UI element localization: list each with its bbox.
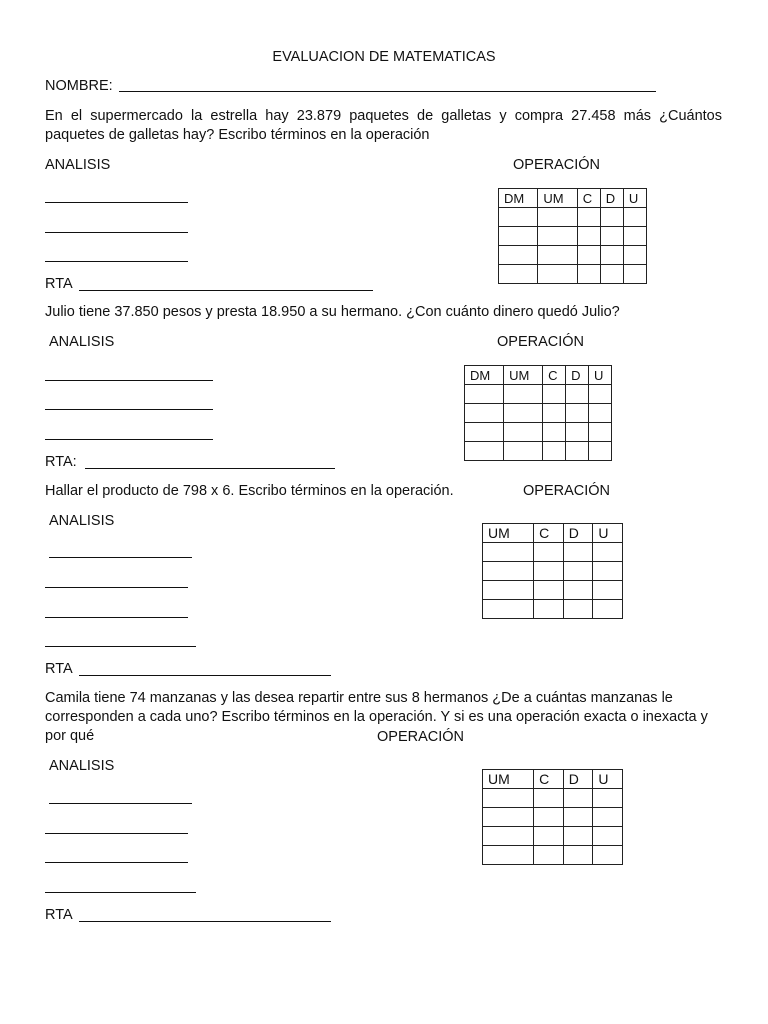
operation-grid-1 bbox=[498, 188, 647, 284]
grid-header-cell: C bbox=[577, 189, 600, 208]
grid-header-cell: D bbox=[563, 770, 593, 789]
grid-cell[interactable] bbox=[589, 385, 612, 404]
analisis-line[interactable] bbox=[45, 409, 213, 410]
grid-cell[interactable] bbox=[538, 265, 577, 284]
grid-cell[interactable] bbox=[593, 789, 623, 808]
grid-cell[interactable] bbox=[504, 404, 543, 423]
operation-grid-4 bbox=[482, 769, 623, 865]
grid-header-cell: D bbox=[600, 189, 623, 208]
grid-cell[interactable] bbox=[534, 789, 564, 808]
grid-header-row bbox=[499, 189, 647, 208]
grid-cell[interactable] bbox=[483, 846, 534, 865]
grid-header-cell: U bbox=[593, 524, 623, 543]
grid-header-row bbox=[465, 366, 612, 385]
rta-line-4[interactable] bbox=[79, 921, 331, 922]
analisis-line[interactable] bbox=[45, 617, 188, 618]
grid-cell[interactable] bbox=[465, 423, 504, 442]
grid-cell[interactable] bbox=[504, 442, 543, 461]
rta-line-3[interactable] bbox=[79, 675, 331, 676]
grid-cell[interactable] bbox=[593, 827, 623, 846]
grid-header-cell: D bbox=[566, 366, 589, 385]
grid-cell[interactable] bbox=[593, 581, 623, 600]
grid-header-cell: DM bbox=[465, 366, 504, 385]
grid-cell[interactable] bbox=[563, 543, 593, 562]
grid-cell[interactable] bbox=[563, 827, 593, 846]
grid-row bbox=[499, 227, 647, 246]
grid-header-cell: UM bbox=[483, 524, 534, 543]
analisis-line[interactable] bbox=[45, 202, 188, 203]
grid-cell[interactable] bbox=[577, 265, 600, 284]
grid-cell[interactable] bbox=[566, 385, 589, 404]
grid-cell[interactable] bbox=[543, 442, 566, 461]
grid-cell[interactable] bbox=[600, 265, 623, 284]
grid-cell[interactable] bbox=[577, 208, 600, 227]
grid-header-cell: UM bbox=[483, 770, 534, 789]
grid-cell[interactable] bbox=[566, 404, 589, 423]
grid-header-cell: U bbox=[593, 770, 623, 789]
grid-cell[interactable] bbox=[543, 404, 566, 423]
grid-cell[interactable] bbox=[483, 808, 534, 827]
grid-cell[interactable] bbox=[566, 442, 589, 461]
problem-4-text: Camila tiene 74 manzanas y las desea repartir entre sus 8 hermanos ¿De a cuántas manzanas le corresponden a cada uno? Escribo términos en la operación. Y si es una operación exacta o inexacta y por qué bbox=[45, 690, 708, 744]
grid-row bbox=[465, 404, 612, 423]
problem-1-text: En el supermercado la estrella hay 23.879 paquetes de galletas y compra 27.458 más ¿Cuántos paquetes de galletas hay? Escribo términos en la operación bbox=[45, 108, 722, 143]
page-title: EVALUACION DE MATEMATICAS bbox=[272, 49, 496, 65]
analisis-line[interactable] bbox=[45, 587, 188, 588]
grid-cell[interactable] bbox=[483, 600, 534, 619]
grid-cell[interactable] bbox=[566, 423, 589, 442]
grid-cell[interactable] bbox=[465, 385, 504, 404]
analisis-label-1: ANALISIS bbox=[45, 157, 111, 173]
analisis-label-2: ANALISIS bbox=[49, 334, 115, 350]
grid-cell[interactable] bbox=[538, 227, 577, 246]
rta-label-1: RTA bbox=[45, 276, 73, 292]
operacion-label-3: OPERACIÓN bbox=[523, 483, 611, 499]
grid-header-cell: C bbox=[534, 770, 564, 789]
nombre-field[interactable] bbox=[119, 91, 656, 92]
rta-line-2[interactable] bbox=[85, 468, 335, 469]
grid-cell[interactable] bbox=[499, 265, 538, 284]
grid-cell[interactable] bbox=[593, 808, 623, 827]
grid-header-cell: UM bbox=[504, 366, 543, 385]
grid-cell[interactable] bbox=[534, 581, 564, 600]
rta-label-2: RTA: bbox=[45, 454, 77, 470]
grid-header-cell: U bbox=[589, 366, 612, 385]
grid-cell[interactable] bbox=[593, 543, 623, 562]
grid-cell[interactable] bbox=[538, 208, 577, 227]
grid-cell[interactable] bbox=[483, 543, 534, 562]
analisis-line[interactable] bbox=[49, 803, 192, 804]
grid-cell[interactable] bbox=[534, 827, 564, 846]
grid-cell[interactable] bbox=[563, 808, 593, 827]
grid-cell[interactable] bbox=[534, 600, 564, 619]
grid-cell[interactable] bbox=[563, 581, 593, 600]
problem-2-text: Julio tiene 37.850 pesos y presta 18.950 a su hermano. ¿Con cuánto dinero quedó Julio? bbox=[45, 304, 620, 320]
grid-row bbox=[483, 789, 623, 808]
rta-label-4: RTA bbox=[45, 907, 73, 923]
nombre-label: NOMBRE: bbox=[45, 78, 113, 94]
grid-cell[interactable] bbox=[483, 562, 534, 581]
grid-cell[interactable] bbox=[593, 562, 623, 581]
operacion-label-2: OPERACIÓN bbox=[497, 334, 585, 350]
grid-row bbox=[499, 208, 647, 227]
grid-cell[interactable] bbox=[577, 227, 600, 246]
grid-cell[interactable] bbox=[534, 846, 564, 865]
grid-cell[interactable] bbox=[623, 208, 646, 227]
grid-cell[interactable] bbox=[465, 404, 504, 423]
grid-cell[interactable] bbox=[534, 808, 564, 827]
grid-row bbox=[483, 543, 623, 562]
grid-cell[interactable] bbox=[563, 600, 593, 619]
grid-cell[interactable] bbox=[483, 827, 534, 846]
grid-cell[interactable] bbox=[499, 246, 538, 265]
grid-cell[interactable] bbox=[483, 581, 534, 600]
analisis-line[interactable] bbox=[45, 892, 196, 893]
analisis-line[interactable] bbox=[45, 261, 188, 262]
grid-cell[interactable] bbox=[623, 246, 646, 265]
grid-cell[interactable] bbox=[577, 246, 600, 265]
operacion-label-4: OPERACIÓN bbox=[377, 729, 465, 745]
grid-cell[interactable] bbox=[504, 423, 543, 442]
grid-cell[interactable] bbox=[543, 385, 566, 404]
grid-row bbox=[465, 385, 612, 404]
grid-header-cell: C bbox=[534, 524, 564, 543]
grid-row bbox=[483, 808, 623, 827]
analisis-line[interactable] bbox=[49, 557, 192, 558]
grid-cell[interactable] bbox=[483, 789, 534, 808]
analisis-line[interactable] bbox=[45, 862, 188, 863]
grid-cell[interactable] bbox=[600, 227, 623, 246]
rta-line-1[interactable] bbox=[79, 290, 373, 291]
grid-row bbox=[483, 562, 623, 581]
grid-header-cell: D bbox=[563, 524, 593, 543]
grid-row bbox=[499, 246, 647, 265]
analisis-label-4: ANALISIS bbox=[49, 758, 115, 774]
grid-row bbox=[499, 265, 647, 284]
analisis-line[interactable] bbox=[45, 833, 188, 834]
grid-row bbox=[483, 581, 623, 600]
grid-cell[interactable] bbox=[593, 846, 623, 865]
grid-row bbox=[465, 423, 612, 442]
grid-cell[interactable] bbox=[589, 404, 612, 423]
grid-cell[interactable] bbox=[538, 246, 577, 265]
grid-header-cell: C bbox=[543, 366, 566, 385]
analisis-line[interactable] bbox=[45, 646, 196, 647]
grid-row bbox=[483, 846, 623, 865]
analisis-line[interactable] bbox=[45, 232, 188, 233]
grid-row bbox=[483, 827, 623, 846]
grid-cell[interactable] bbox=[543, 423, 566, 442]
grid-cell[interactable] bbox=[504, 385, 543, 404]
grid-header-cell: U bbox=[623, 189, 646, 208]
problem-3-text: Hallar el producto de 798 x 6. Escribo términos en la operación. bbox=[45, 483, 454, 499]
grid-header-row bbox=[483, 770, 623, 789]
grid-cell[interactable] bbox=[563, 562, 593, 581]
grid-header-cell: DM bbox=[499, 189, 538, 208]
grid-row bbox=[483, 600, 623, 619]
grid-cell[interactable] bbox=[593, 600, 623, 619]
grid-row bbox=[465, 442, 612, 461]
operation-grid-3 bbox=[482, 523, 623, 619]
grid-cell[interactable] bbox=[499, 227, 538, 246]
grid-cell[interactable] bbox=[534, 562, 564, 581]
grid-cell[interactable] bbox=[589, 442, 612, 461]
operation-grid-2 bbox=[464, 365, 612, 461]
grid-cell[interactable] bbox=[623, 265, 646, 284]
grid-header-row bbox=[483, 524, 623, 543]
grid-cell[interactable] bbox=[563, 846, 593, 865]
grid-cell[interactable] bbox=[465, 442, 504, 461]
analisis-label-3: ANALISIS bbox=[49, 513, 115, 529]
rta-label-3: RTA bbox=[45, 661, 73, 677]
grid-header-cell: UM bbox=[538, 189, 577, 208]
grid-cell[interactable] bbox=[600, 246, 623, 265]
analisis-line[interactable] bbox=[45, 439, 213, 440]
grid-cell[interactable] bbox=[534, 543, 564, 562]
grid-cell[interactable] bbox=[600, 208, 623, 227]
grid-cell[interactable] bbox=[563, 789, 593, 808]
operacion-label-1: OPERACIÓN bbox=[513, 157, 601, 173]
grid-cell[interactable] bbox=[499, 208, 538, 227]
grid-cell[interactable] bbox=[589, 423, 612, 442]
analisis-line[interactable] bbox=[45, 380, 213, 381]
grid-cell[interactable] bbox=[623, 227, 646, 246]
